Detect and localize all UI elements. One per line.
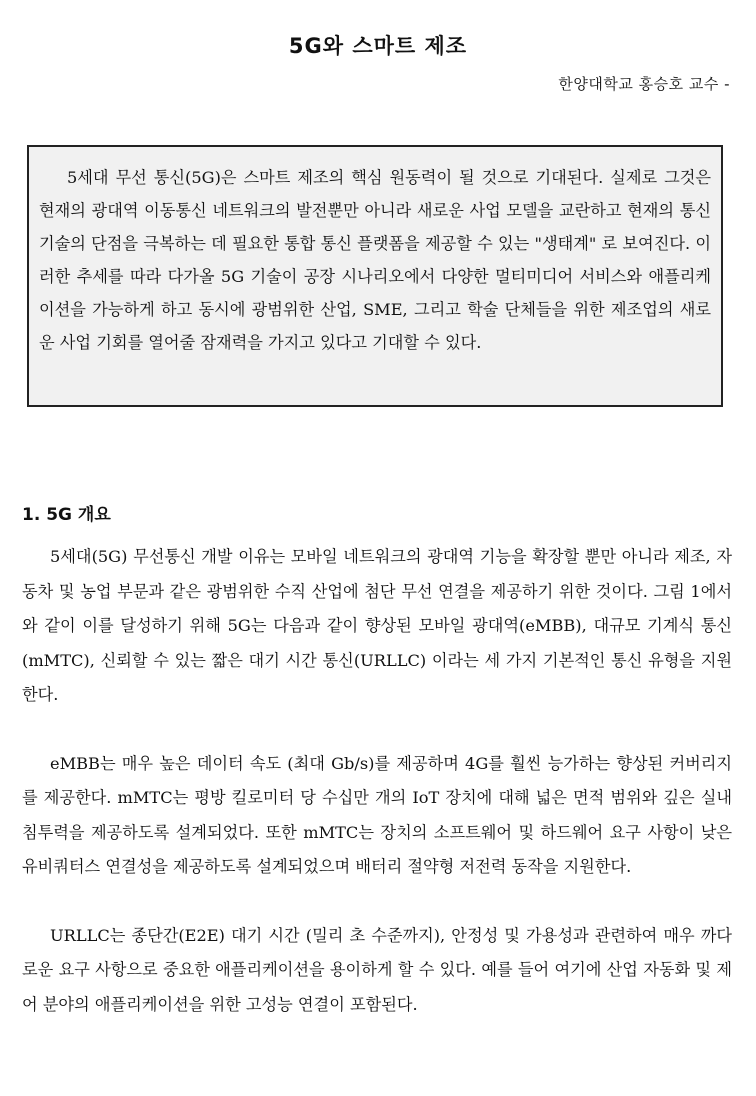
body-paragraph-2: eMBB는 매우 높은 데이터 속도 (최대 Gb/s)를 제공하며 4G를 훨씬 능가하는 향상된 커버리지를 제공한다. mMTC는 평방 킬로미터 당 수십만 개의 IoT 장치에 대해 넓은 면적 범위와 깊은 실내 침투력을 제공하도록 설계되었다. 또한 mMTC는 장치의 소프트웨어 및 하드웨어 요구 사항이 낮은 유비쿼터스 연결성을 제공하도록 설계되었으며 배터리 절약형 저전력 동작을 지원한다.	[22, 753, 732, 876]
document-title: 5G와 스마트 제조	[288, 34, 468, 58]
author-line: 한양대학교 홍승호 교수 -	[558, 75, 730, 93]
section-body	[22, 540, 732, 1022]
section-heading: 1. 5G 개요	[22, 505, 111, 525]
abstract-paragraph: 5세대 무선 통신(5G)은 스마트 제조의 핵심 원동력이 될 것으로 기대된다. 실제로 그것은 현재의 광대역 이동통신 네트워크의 발전뿐만 아니라 새로운 사업 모델을 교란하고 현재의 통신 기술의 단점을 극복하는 데 필요한 통합 통신 플랫폼을 제공할 수 있는 "생태계" 로 보여진다. 이러한 추세를 따라 다가올 5G 기술이 공장 시나리오에서 다양한 멀티미디어 서비스와 애플리케이션을 가능하게 하고 동시에 광범위한 산업, SME, 그리고 학술 단체들을 위한 제조업의 새로운 사업 기회를 열어줄 잠재력을 가지고 있다고 기대할 수 있다.	[39, 168, 711, 352]
abstract-box	[27, 145, 723, 407]
body-paragraph-1: 5세대(5G) 무선통신 개발 이유는 모바일 네트워크의 광대역 기능을 확장할 뿐만 아니라 제조, 자동차 및 농업 부문과 같은 광범위한 수직 산업에 첨단 무선 연결을 제공하기 위한 것이다. 그림 1에서와 같이 이를 달성하기 위해 5G는 다음과 같이 향상된 모바일 광대역(eMBB), 대규모 기계식 통신(mMTC), 신뢰할 수 있는 짧은 대기 시간 통신(URLLC) 이라는 세 가지 기본적인 통신 유형을 지원한다.	[22, 547, 732, 704]
body-paragraph-3: URLLC는 종단간(E2E) 대기 시간 (밀리 초 수준까지), 안정성 및 가용성과 관련하여 매우 까다로운 요구 사항으로 중요한 애플리케이션을 용이하게 할 수 있다. 예를 들어 여기에 산업 자동화 및 제어 분야의 애플리케이션을 위한 고성능 연결이 포함된다.	[22, 925, 732, 1014]
